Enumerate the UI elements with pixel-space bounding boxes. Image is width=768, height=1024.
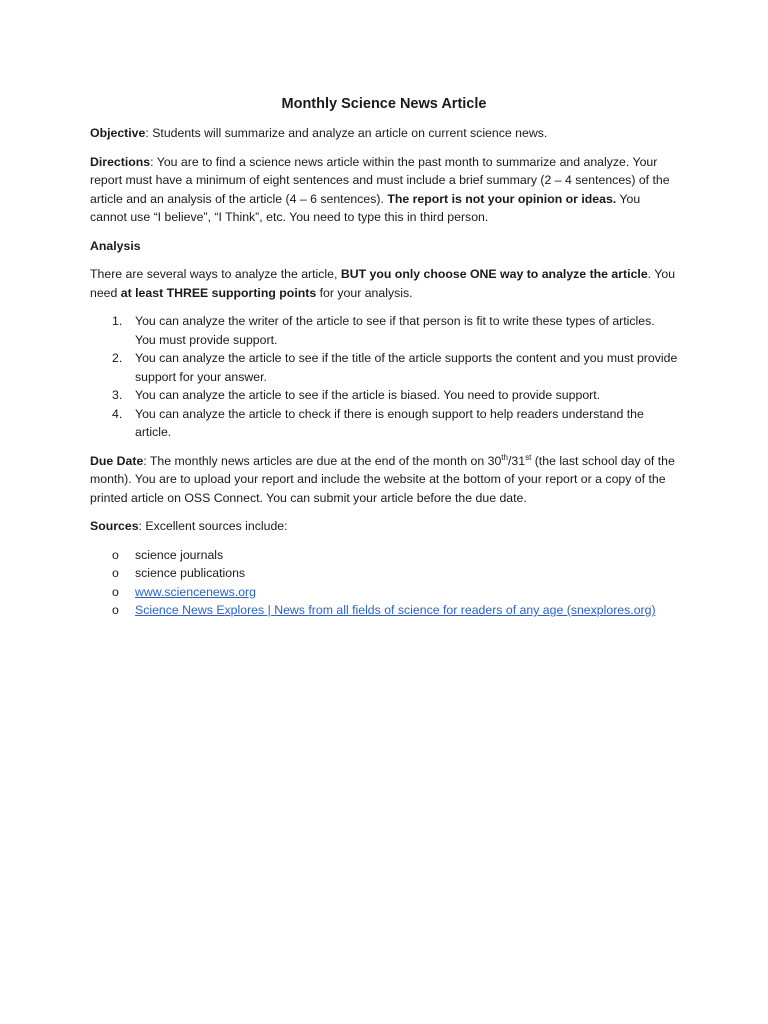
bullet-icon: o — [112, 566, 119, 580]
list-item-number: 3. — [112, 388, 123, 402]
page-title: Monthly Science News Article — [281, 96, 487, 112]
list-item-number: 2. — [112, 351, 123, 365]
list-item-number: 4. — [112, 406, 123, 421]
list-item-text: You can analyze the writer of the article to see if that person is fit to write these types of articles. You must provide support. — [135, 314, 655, 347]
bullet-icon: o — [112, 547, 119, 562]
analysis-list — [90, 312, 678, 442]
analysis-intro-bold-1: BUT you only choose ONE way to analyze the article — [340, 267, 648, 281]
analysis-intro-text-3: for your analysis. — [316, 285, 413, 300]
due-date-text-1: : The monthly news articles are due at the end of the month on 30 — [143, 453, 502, 468]
analysis-intro-bold-2: at least THREE supporting points — [120, 285, 317, 300]
source-item-sciencenews-link — [90, 583, 678, 602]
list-item-text: You can analyze the article to see if the article is biased. You need to provide support. — [135, 388, 601, 402]
sources-label: Sources — [90, 519, 139, 533]
due-date-label: Due Date — [90, 453, 144, 468]
due-date-text-3: (the last school day of the month). You are to upload your report and include the website at the bottom of your report or a copy of the printed article on OSS Connect. You can submit your article before the due date. — [90, 453, 675, 505]
analysis-list-item — [90, 312, 678, 349]
list-item-number: 1. — [112, 314, 123, 328]
directions-label: Directions — [90, 154, 151, 169]
analysis-heading-label: Analysis — [90, 238, 141, 253]
bullet-icon: o — [112, 603, 119, 617]
directions-paragraph — [90, 153, 678, 227]
analysis-intro — [90, 265, 678, 302]
objective-text: : Students will summarize and analyze an article on current science news. — [145, 126, 548, 140]
source-item-text: science journals — [135, 547, 224, 562]
due-date-paragraph — [90, 452, 678, 508]
document-page — [90, 94, 678, 620]
snexplores-link[interactable]: Science News Explores | News from all fields of science for readers of any age (snexplores.org) — [135, 603, 656, 617]
analysis-intro-text-2: . You need — [90, 267, 676, 300]
sources-list — [90, 546, 678, 620]
source-item-science-publications — [90, 564, 678, 583]
bullet-icon: o — [112, 584, 119, 599]
analysis-list-item — [90, 405, 678, 442]
directions-text-after: You cannot use “I believe”, “I Think”, etc. You need to type this in third person. — [90, 191, 641, 224]
analysis-heading — [90, 237, 678, 256]
source-item-snexplores-link — [90, 601, 678, 620]
objective-label: Objective — [90, 126, 146, 140]
analysis-list-item — [90, 386, 678, 405]
objective-paragraph — [90, 124, 678, 143]
sources-text: : Excellent sources include: — [138, 519, 288, 533]
list-item-text: You can analyze the article to check if there is enough support to help readers understand the article. — [135, 406, 644, 439]
sources-paragraph — [90, 517, 678, 536]
due-date-superscript-th: th — [501, 452, 508, 462]
list-item-text: You can analyze the article to see if the title of the article supports the content and you must provide support for your answer. — [135, 351, 678, 384]
due-date-superscript-st: st — [525, 452, 532, 462]
due-date-text-2: /31 — [507, 453, 526, 468]
source-item-science-journals — [90, 546, 678, 565]
analysis-intro-text-1: There are several ways to analyze the article, — [90, 267, 341, 281]
sciencenews-link[interactable]: www.sciencenews.org — [135, 584, 256, 599]
source-item-text: science publications — [135, 566, 246, 580]
directions-bold-text: The report is not your opinion or ideas. — [387, 191, 617, 206]
directions-text: : You are to find a science news article within the past month to summarize and analyze. Your report must have a minimum of eight sentences and must include a brief summary (2 – 4 sentences) of the article and an analysis of the article (4 – 6 sentences). — [90, 154, 670, 206]
analysis-list-item — [90, 349, 678, 386]
